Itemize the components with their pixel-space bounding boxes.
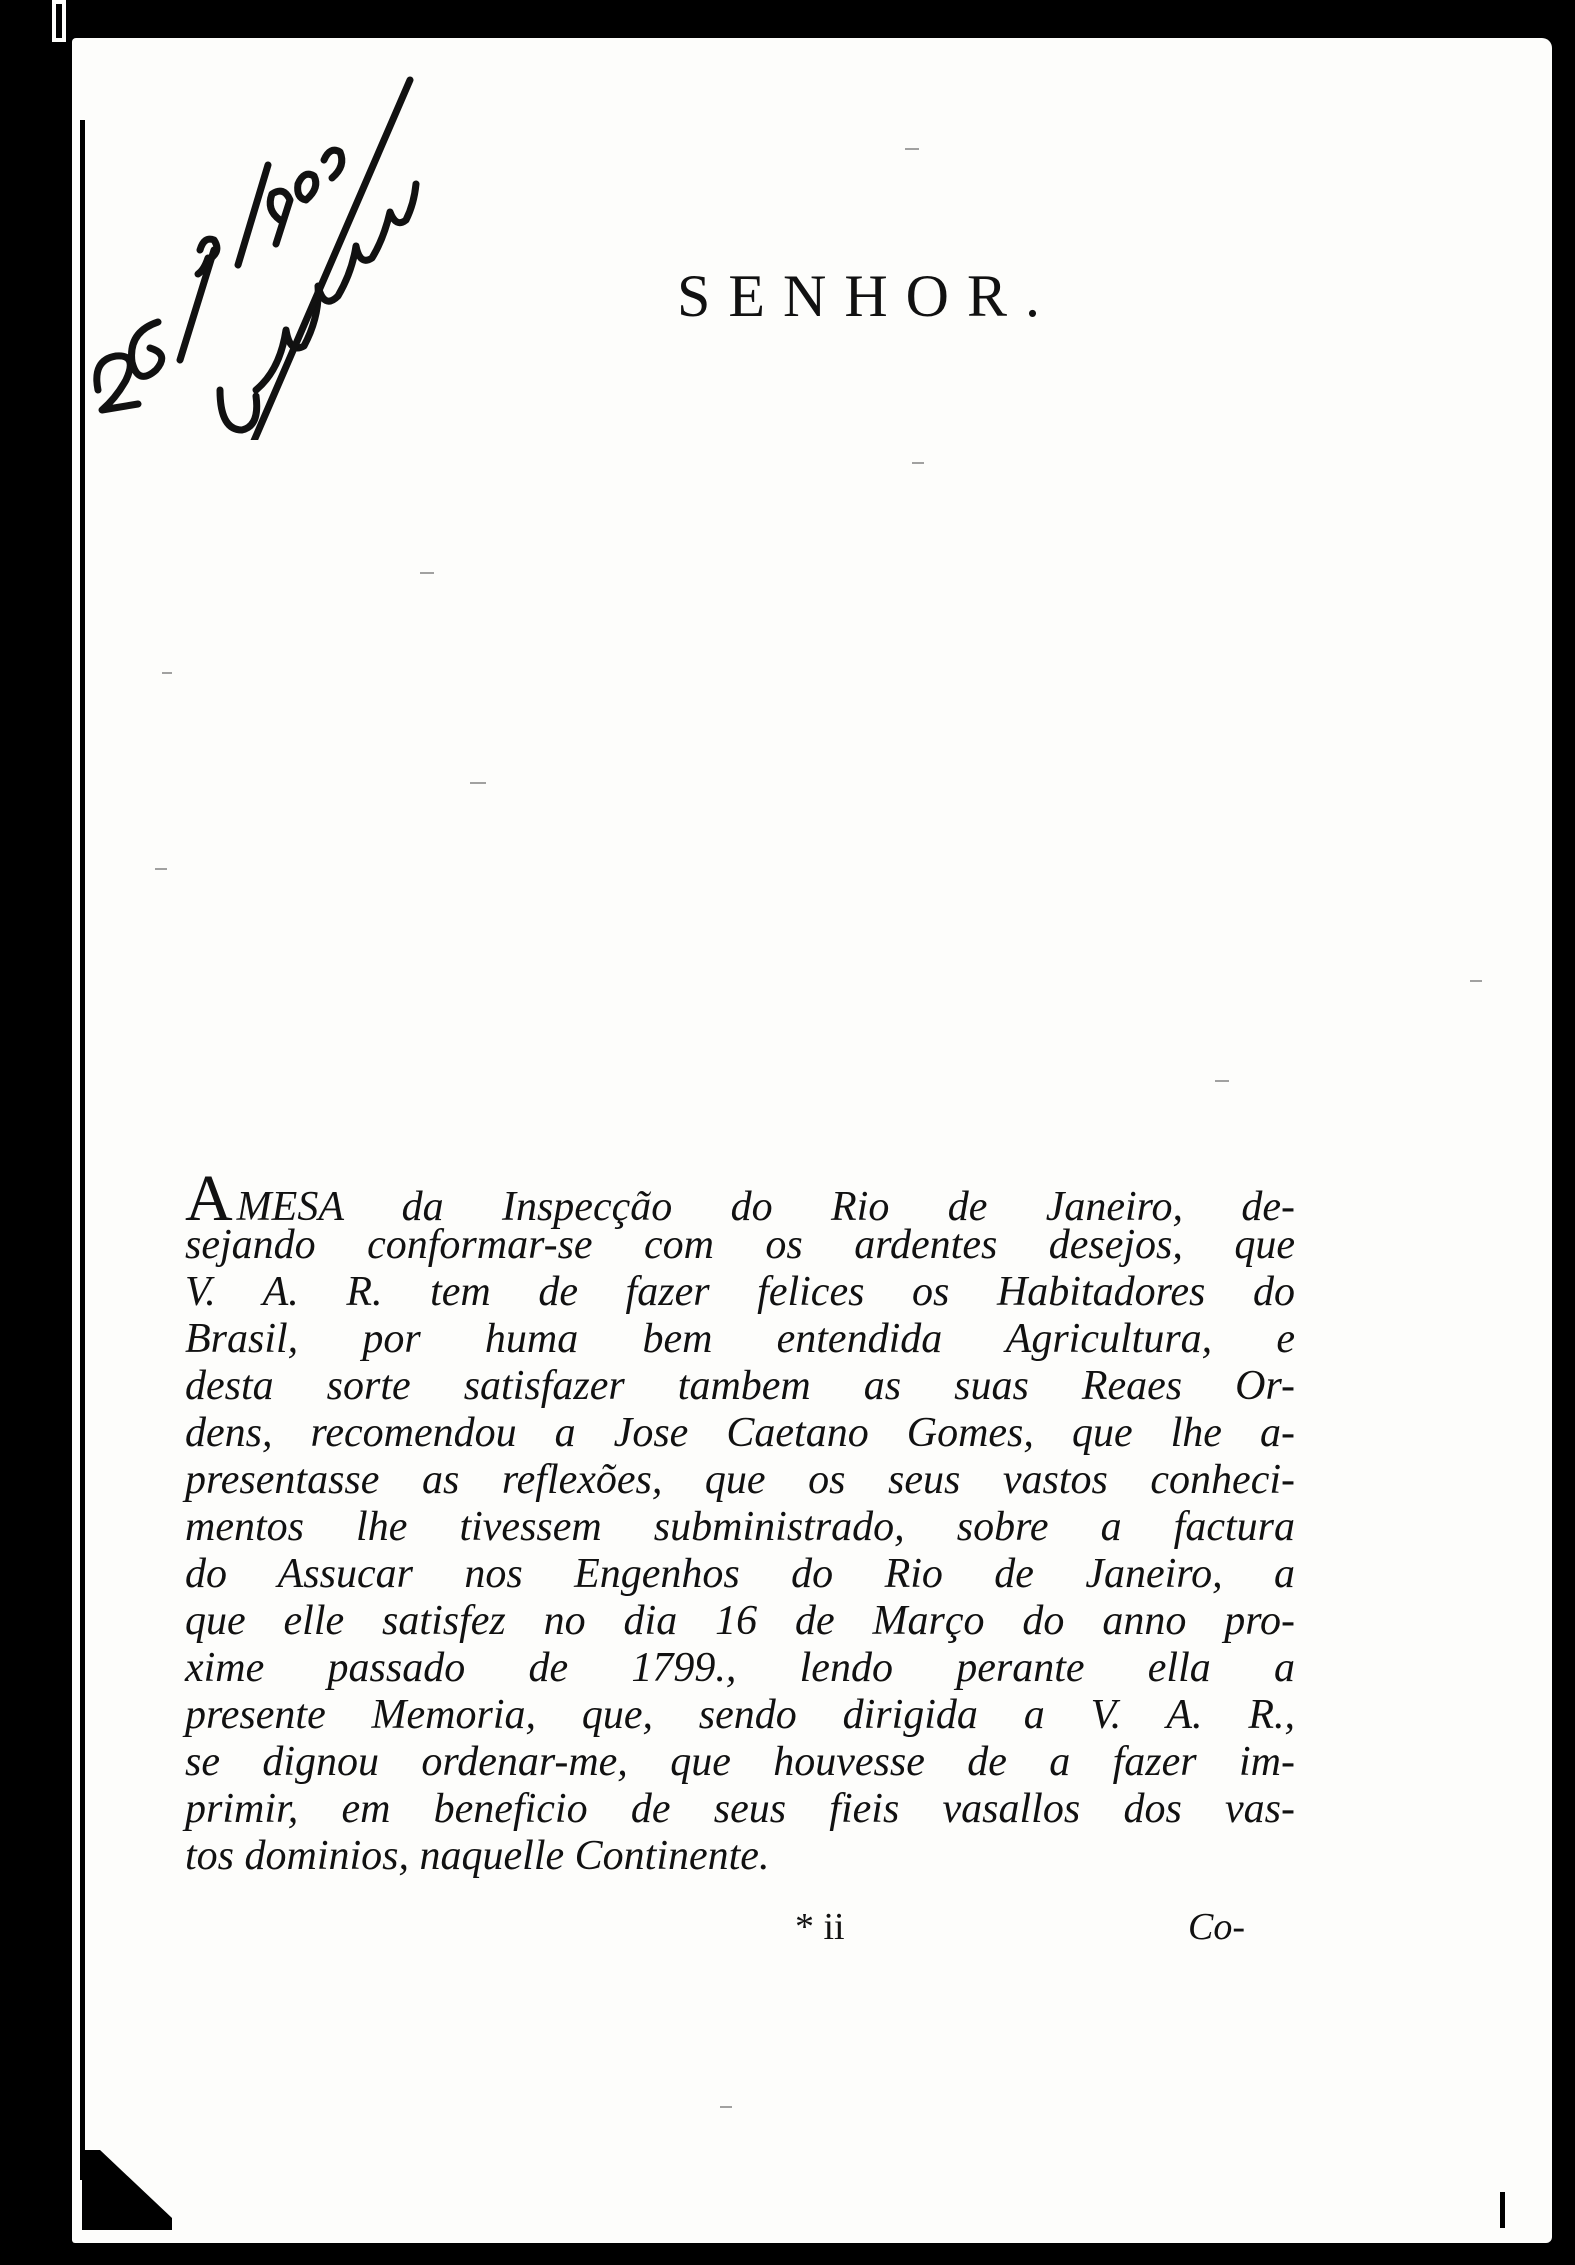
scan-speck <box>1215 1080 1229 1082</box>
body-line-6: dens, recomendou a Jose Caetano Gomes, que lhe a- <box>185 1410 1295 1456</box>
body-line-8: mentos lhe tivessem subministrado, sobre a factura <box>185 1504 1295 1550</box>
scan-speck <box>162 672 172 674</box>
body-line-2: sejando conformar-se com os ardentes desejos, que <box>185 1222 1295 1268</box>
body-line-4: Brasil, por huma bem entendida Agricultura, e <box>185 1316 1295 1362</box>
body-line-13: se dignou ordenar-me, que houvesse de a fazer im- <box>185 1739 1295 1785</box>
body-paragraph <box>185 1162 1295 1880</box>
handwritten-annotation <box>80 60 480 440</box>
signature-mark: * ii <box>795 1906 845 1948</box>
edge-mark <box>1500 2192 1505 2228</box>
body-line-1-text: MESA da Inspecção do Rio de Janeiro, de- <box>236 1184 1295 1230</box>
body-line-12: presente Memoria, que, sendo dirigida a V. A. R., <box>185 1692 1295 1738</box>
scan-speck <box>470 782 486 784</box>
scan-speck <box>905 148 919 150</box>
body-line-11: xime passado de 1799., lendo perante ella a <box>185 1645 1295 1691</box>
body-line-14: primir, em beneficio de seus fieis vasallos dos vas- <box>185 1786 1295 1832</box>
page-title: SENHOR. <box>676 263 1059 329</box>
handwriting-stroke-underline <box>250 80 410 440</box>
scan-speck <box>155 868 167 870</box>
handwriting-stroke-date-00 <box>298 150 342 200</box>
body-line-7: presentasse as reflexões, que os seus vastos conheci- <box>185 1457 1295 1503</box>
body-line-1 <box>185 1162 1295 1235</box>
binding-tab-shadow <box>56 4 62 38</box>
scan-speck <box>720 2106 732 2108</box>
scan-speck <box>420 572 434 574</box>
body-line-10: que elle satisfez no dia 16 de Março do anno pro- <box>185 1598 1295 1644</box>
scan-speck <box>912 462 924 464</box>
body-line-3: V. A. R. tem de fazer felices os Habitadores do <box>185 1269 1295 1315</box>
handwriting-stroke-name-v <box>220 390 257 430</box>
body-line-5: desta sorte satisfazer tambem as suas Reaes Or- <box>185 1363 1295 1409</box>
drop-cap: A <box>185 1162 233 1235</box>
handwriting-stroke-date-9 <box>270 191 290 244</box>
body-line-15: tos dominios, naquelle Continente. <box>185 1833 770 1879</box>
scan-speck <box>1470 980 1482 982</box>
catchword: Co- <box>1188 1906 1245 1948</box>
handwriting-stroke-date-slash2 <box>238 165 268 265</box>
handwriting-stroke-date-0 <box>200 239 217 260</box>
body-line-9: do Assucar nos Engenhos do Rio de Janeiro, a <box>185 1551 1295 1597</box>
